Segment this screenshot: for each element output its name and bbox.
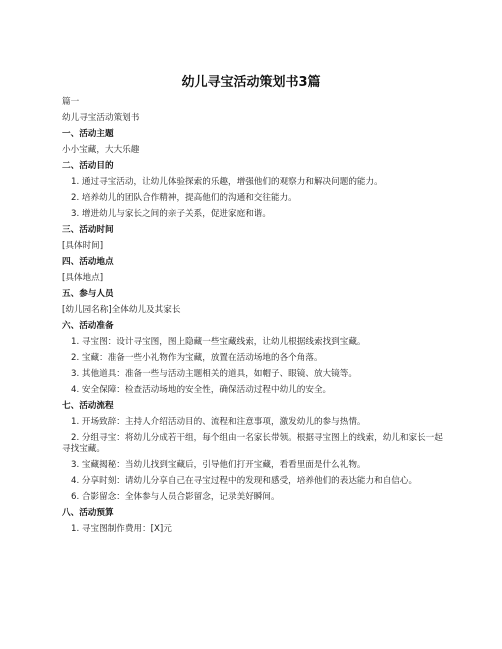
heading-purpose: 二、活动目的	[62, 160, 114, 171]
list-item: 1. 通过寻宝活动，让幼儿体验探索的乐趣，增强他们的观察力和解决问题的能力。	[71, 176, 383, 187]
heading-process: 七、活动流程	[62, 400, 114, 411]
heading-participants: 五、参与人员	[62, 288, 114, 299]
heading-preparation: 六、活动准备	[62, 320, 114, 331]
list-item: 6. 合影留念：全体参与人员合影留念，记录美好瞬间。	[71, 491, 280, 502]
heading-budget: 八、活动预算	[62, 507, 114, 518]
subtitle: 幼儿寻宝活动策划书	[62, 112, 140, 123]
paragraph: [具体时间]	[62, 240, 104, 251]
document-title: 幼儿寻宝活动策划书3篇	[181, 75, 321, 90]
paragraph: 小小宝藏，大大乐趣	[62, 144, 140, 155]
document-body	[62, 94, 444, 537]
list-item: 4. 安全保障：检查活动场地的安全性，确保活动过程中幼儿的安全。	[71, 384, 332, 395]
section-label: 篇一	[62, 96, 80, 107]
list-item: 2. 宝藏：准备一些小礼物作为宝藏，放置在活动场地的各个角落。	[71, 352, 323, 363]
list-item: 4. 分享时刻：请幼儿分享自己在寻宝过程中的发现和感受，培养他们的表达能力和自信心。	[71, 475, 418, 486]
paragraph: [具体地点]	[62, 272, 104, 283]
heading-theme: 一、活动主题	[62, 128, 114, 139]
list-item: 2. 培养幼儿的团队合作精神，提高他们的沟通和交往能力。	[71, 192, 297, 203]
list-item: 2. 分组寻宝：将幼儿分成若干组，每个组由一名家长带领。根据寻宝图上的线索，幼儿和家长一起寻找宝藏。	[62, 432, 443, 454]
list-item: 1. 寻宝图：设计寻宝图，图上隐藏一些宝藏线索，让幼儿根据线索找到宝藏。	[71, 336, 366, 347]
list-item: 1. 开场致辞：主持人介绍活动目的、流程和注意事项，激发幼儿的参与热情。	[71, 416, 366, 427]
list-item: 3. 增进幼儿与家长之间的亲子关系，促进家庭和谐。	[71, 208, 271, 219]
list-item: 3. 宝藏揭秘：当幼儿找到宝藏后，引导他们打开宝藏，看看里面是什么礼物。	[71, 459, 366, 470]
heading-location: 四、活动地点	[62, 256, 114, 267]
list-item: 3. 其他道具：准备一些与活动主题相关的道具，如帽子、眼镜、放大镜等。	[71, 368, 357, 379]
paragraph: [幼儿园名称]全体幼儿及其家长	[62, 304, 181, 315]
list-item: 1. 寻宝图制作费用：[X]元	[71, 523, 172, 534]
heading-time: 三、活动时间	[62, 224, 114, 235]
